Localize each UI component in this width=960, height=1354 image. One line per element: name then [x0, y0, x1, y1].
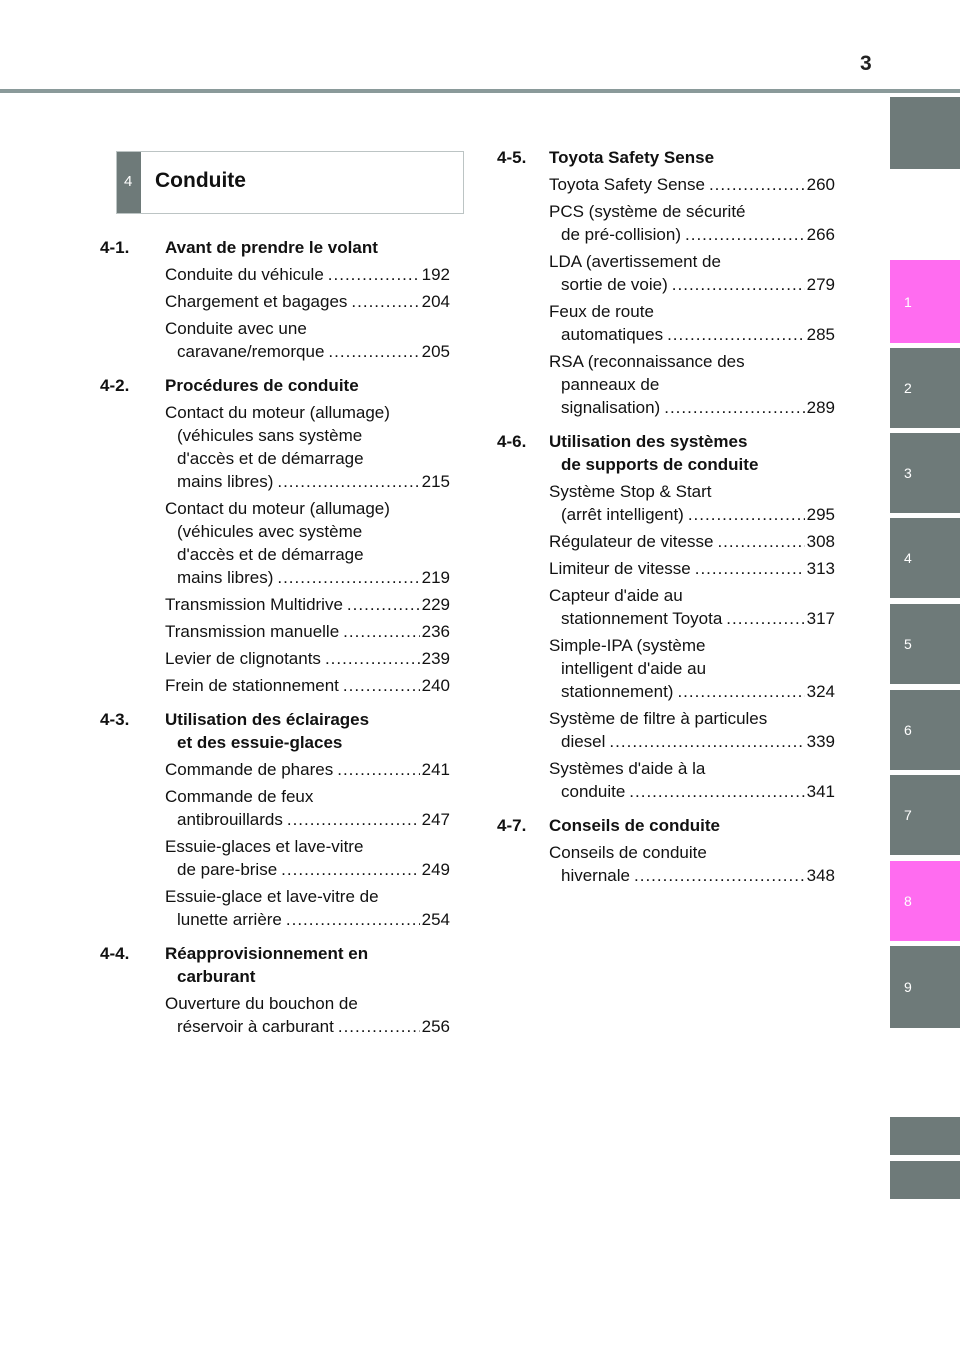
chapter-tab-bar — [890, 0, 960, 1354]
toc-entry[interactable] — [497, 173, 835, 196]
entry-page-number: 204 — [421, 292, 450, 311]
entry-text: Toyota Safety Sense ..... — [549, 173, 835, 196]
entry-text: (véhicules avec système — [177, 522, 363, 541]
toc-entry[interactable] — [100, 885, 450, 931]
section-title: Réapprovisionnement en — [165, 944, 369, 963]
entry-page-number: 249 — [421, 860, 450, 879]
toc-section[interactable] — [100, 942, 450, 988]
toc-entry[interactable] — [100, 263, 450, 286]
entry-text: d'accès et de démarrage — [177, 545, 364, 564]
toc-entry[interactable] — [100, 290, 450, 313]
section-title: Avant de prendre le volant — [165, 238, 378, 257]
toc-entry[interactable] — [100, 647, 450, 670]
entry-page-number: 219 — [421, 568, 450, 587]
entry-text: sortie de voie) ..... — [549, 273, 835, 296]
section-number: 4-5. — [497, 148, 527, 167]
entry-text: Transmission manuelle ..... — [165, 620, 450, 643]
entry-page-number: 295 — [806, 505, 835, 524]
entry-text: Essuie-glace et lave-vitre de — [165, 887, 379, 906]
chapter-tab-5[interactable]: 5 — [890, 604, 960, 684]
section-number: 4-6. — [497, 432, 527, 451]
toc-entry[interactable] — [100, 593, 450, 616]
toc-section[interactable] — [497, 430, 835, 476]
toc-entry[interactable] — [497, 480, 835, 526]
toc-entry[interactable] — [497, 200, 835, 246]
chapter-tab-1[interactable]: 1 — [890, 260, 960, 343]
section-number: 4-2. — [100, 376, 130, 395]
entry-text: stationnement) ..... — [549, 680, 835, 703]
entry-text: intelligent d'aide au — [561, 659, 707, 678]
entry-page-number: 256 — [421, 1017, 450, 1036]
toc-entry[interactable] — [100, 758, 450, 781]
toc-entry[interactable] — [497, 841, 835, 887]
entry-text: diesel ..... — [549, 730, 835, 753]
entry-page-number: 254 — [421, 910, 450, 929]
entry-text: antibrouillards ..... — [165, 808, 450, 831]
entry-text: réservoir à carburant ..... — [165, 1015, 450, 1038]
entry-text: hivernale ..... — [549, 864, 835, 887]
entry-page-number: 324 — [806, 682, 835, 701]
toc-entry[interactable] — [100, 497, 450, 589]
section-title-cont: et des essuie-glaces — [177, 733, 343, 752]
section-title: Utilisation des éclairages — [165, 710, 370, 729]
toc-entry[interactable] — [497, 350, 835, 419]
entry-text: Frein de stationnement ..... — [165, 674, 450, 697]
entry-page-number: 341 — [806, 782, 835, 801]
toc-entry[interactable] — [497, 584, 835, 630]
entry-page-number: 205 — [421, 342, 450, 361]
section-number: 4-3. — [100, 710, 130, 729]
entry-text: Conduite avec une — [165, 319, 307, 338]
entry-text: Conduite du véhicule ..... — [165, 263, 450, 286]
section-title: Procédures de conduite — [165, 376, 359, 395]
entry-text: Contact du moteur (allumage) — [165, 403, 390, 422]
chapter-tab-9[interactable]: 9 — [890, 946, 960, 1028]
entry-page-number: 285 — [806, 325, 835, 344]
entry-text: Simple-IPA (système — [549, 636, 706, 655]
entry-page-number: 260 — [806, 175, 835, 194]
section-number: 4-7. — [497, 816, 527, 835]
entry-page-number: 239 — [421, 649, 450, 668]
toc-entry[interactable] — [100, 674, 450, 697]
section-number: 4-4. — [100, 944, 130, 963]
entry-text: Limiteur de vitesse ..... — [549, 557, 835, 580]
section-title: Toyota Safety Sense — [549, 148, 715, 167]
toc-column-right — [497, 146, 835, 887]
entry-text: panneaux de — [561, 375, 660, 394]
toc-entry[interactable] — [100, 992, 450, 1038]
entry-page-number: 229 — [421, 595, 450, 614]
toc-entry[interactable] — [497, 250, 835, 296]
toc-section[interactable] — [100, 374, 450, 397]
entry-page-number: 240 — [421, 676, 450, 695]
entry-page-number: 348 — [806, 866, 835, 885]
entry-text: LDA (avertissement de — [549, 252, 721, 271]
toc-entry[interactable] — [100, 835, 450, 881]
entry-text: mains libres) ..... — [165, 470, 450, 493]
toc-entry[interactable] — [497, 557, 835, 580]
toc-section[interactable] — [100, 708, 450, 754]
chapter-heading — [116, 151, 464, 214]
entry-page-number: 192 — [421, 265, 450, 284]
section-title-cont: de supports de conduite — [561, 455, 759, 474]
entry-text: d'accès et de démarrage — [177, 449, 364, 468]
entry-text: (arrêt intelligent) ..... — [549, 503, 835, 526]
chapter-tab-top[interactable] — [890, 97, 960, 169]
toc-entry[interactable] — [497, 634, 835, 703]
toc-entry[interactable] — [497, 530, 835, 553]
entry-text: Ouverture du bouchon de — [165, 994, 358, 1013]
entry-text: caravane/remorque ..... — [165, 340, 450, 363]
entry-text: signalisation) ..... — [549, 396, 835, 419]
entry-text: Chargement et bagages ..... — [165, 290, 450, 313]
chapter-tab-3[interactable]: 3 — [890, 433, 960, 513]
chapter-tab-index-a[interactable] — [890, 1117, 960, 1155]
entry-page-number: 241 — [421, 760, 450, 779]
entry-page-number: 308 — [806, 532, 835, 551]
toc-column-left — [100, 236, 450, 1038]
entry-page-number: 236 — [421, 622, 450, 641]
section-title: Conseils de conduite — [549, 816, 720, 835]
entry-text: Levier de clignotants ..... — [165, 647, 450, 670]
page-number: 3 — [860, 52, 872, 75]
entry-text: de pare-brise ..... — [165, 858, 450, 881]
entry-text: Capteur d'aide au — [549, 586, 683, 605]
entry-page-number: 247 — [421, 810, 450, 829]
chapter-tab-6[interactable]: 6 — [890, 690, 960, 770]
toc-entry[interactable] — [100, 620, 450, 643]
chapter-tab-8[interactable]: 8 — [890, 861, 960, 941]
toc-section[interactable] — [100, 236, 450, 259]
entry-page-number: 339 — [806, 732, 835, 751]
entry-text: Feux de route — [549, 302, 654, 321]
toc-entry[interactable] — [100, 785, 450, 831]
toc-entry[interactable] — [497, 707, 835, 753]
toc-entry[interactable] — [100, 401, 450, 493]
entry-text: Contact du moteur (allumage) — [165, 499, 390, 518]
entry-text: Système de filtre à particules — [549, 709, 768, 728]
entry-text: automatiques ..... — [549, 323, 835, 346]
chapter-number: 4 — [117, 152, 141, 213]
toc-entry[interactable] — [100, 317, 450, 363]
entry-page-number: 313 — [806, 559, 835, 578]
entry-text: PCS (système de sécurité — [549, 202, 746, 221]
entry-text: Systèmes d'aide à la — [549, 759, 706, 778]
section-number: 4-1. — [100, 238, 130, 257]
entry-page-number: 215 — [421, 472, 450, 491]
chapter-title: Conduite — [155, 169, 246, 192]
entry-text: Essuie-glaces et lave-vitre — [165, 837, 364, 856]
entry-text: (véhicules sans système — [177, 426, 363, 445]
entry-text: Commande de feux — [165, 787, 314, 806]
chapter-tab-index-b[interactable] — [890, 1161, 960, 1199]
entry-text: Régulateur de vitesse ..... — [549, 530, 835, 553]
entry-text: mains libres) ..... — [165, 566, 450, 589]
toc-section[interactable] — [497, 814, 835, 837]
section-title-cont: carburant — [177, 967, 256, 986]
entry-text: Système Stop & Start — [549, 482, 712, 501]
entry-page-number: 317 — [806, 609, 835, 628]
chapter-tab-4[interactable]: 4 — [890, 518, 960, 598]
entry-text: conduite ..... — [549, 780, 835, 803]
toc-entry[interactable] — [497, 300, 835, 346]
entry-page-number: 266 — [806, 225, 835, 244]
section-title: Utilisation des systèmes — [549, 432, 748, 451]
entry-text: de pré-collision) ..... — [549, 223, 835, 246]
entry-page-number: 289 — [806, 398, 835, 417]
toc-section[interactable] — [497, 146, 835, 169]
entry-text: Commande de phares ..... — [165, 758, 450, 781]
entry-text: Transmission Multidrive ..... — [165, 593, 450, 616]
toc-entry[interactable] — [497, 757, 835, 803]
entry-text: lunette arrière ..... — [165, 908, 450, 931]
entry-text: Conseils de conduite — [549, 843, 707, 862]
entry-text: stationnement Toyota ..... — [549, 607, 835, 630]
chapter-tab-2[interactable]: 2 — [890, 348, 960, 428]
header-rule — [0, 89, 960, 93]
chapter-tab-7[interactable]: 7 — [890, 775, 960, 855]
entry-text: RSA (reconnaissance des — [549, 352, 745, 371]
entry-page-number: 279 — [806, 275, 835, 294]
